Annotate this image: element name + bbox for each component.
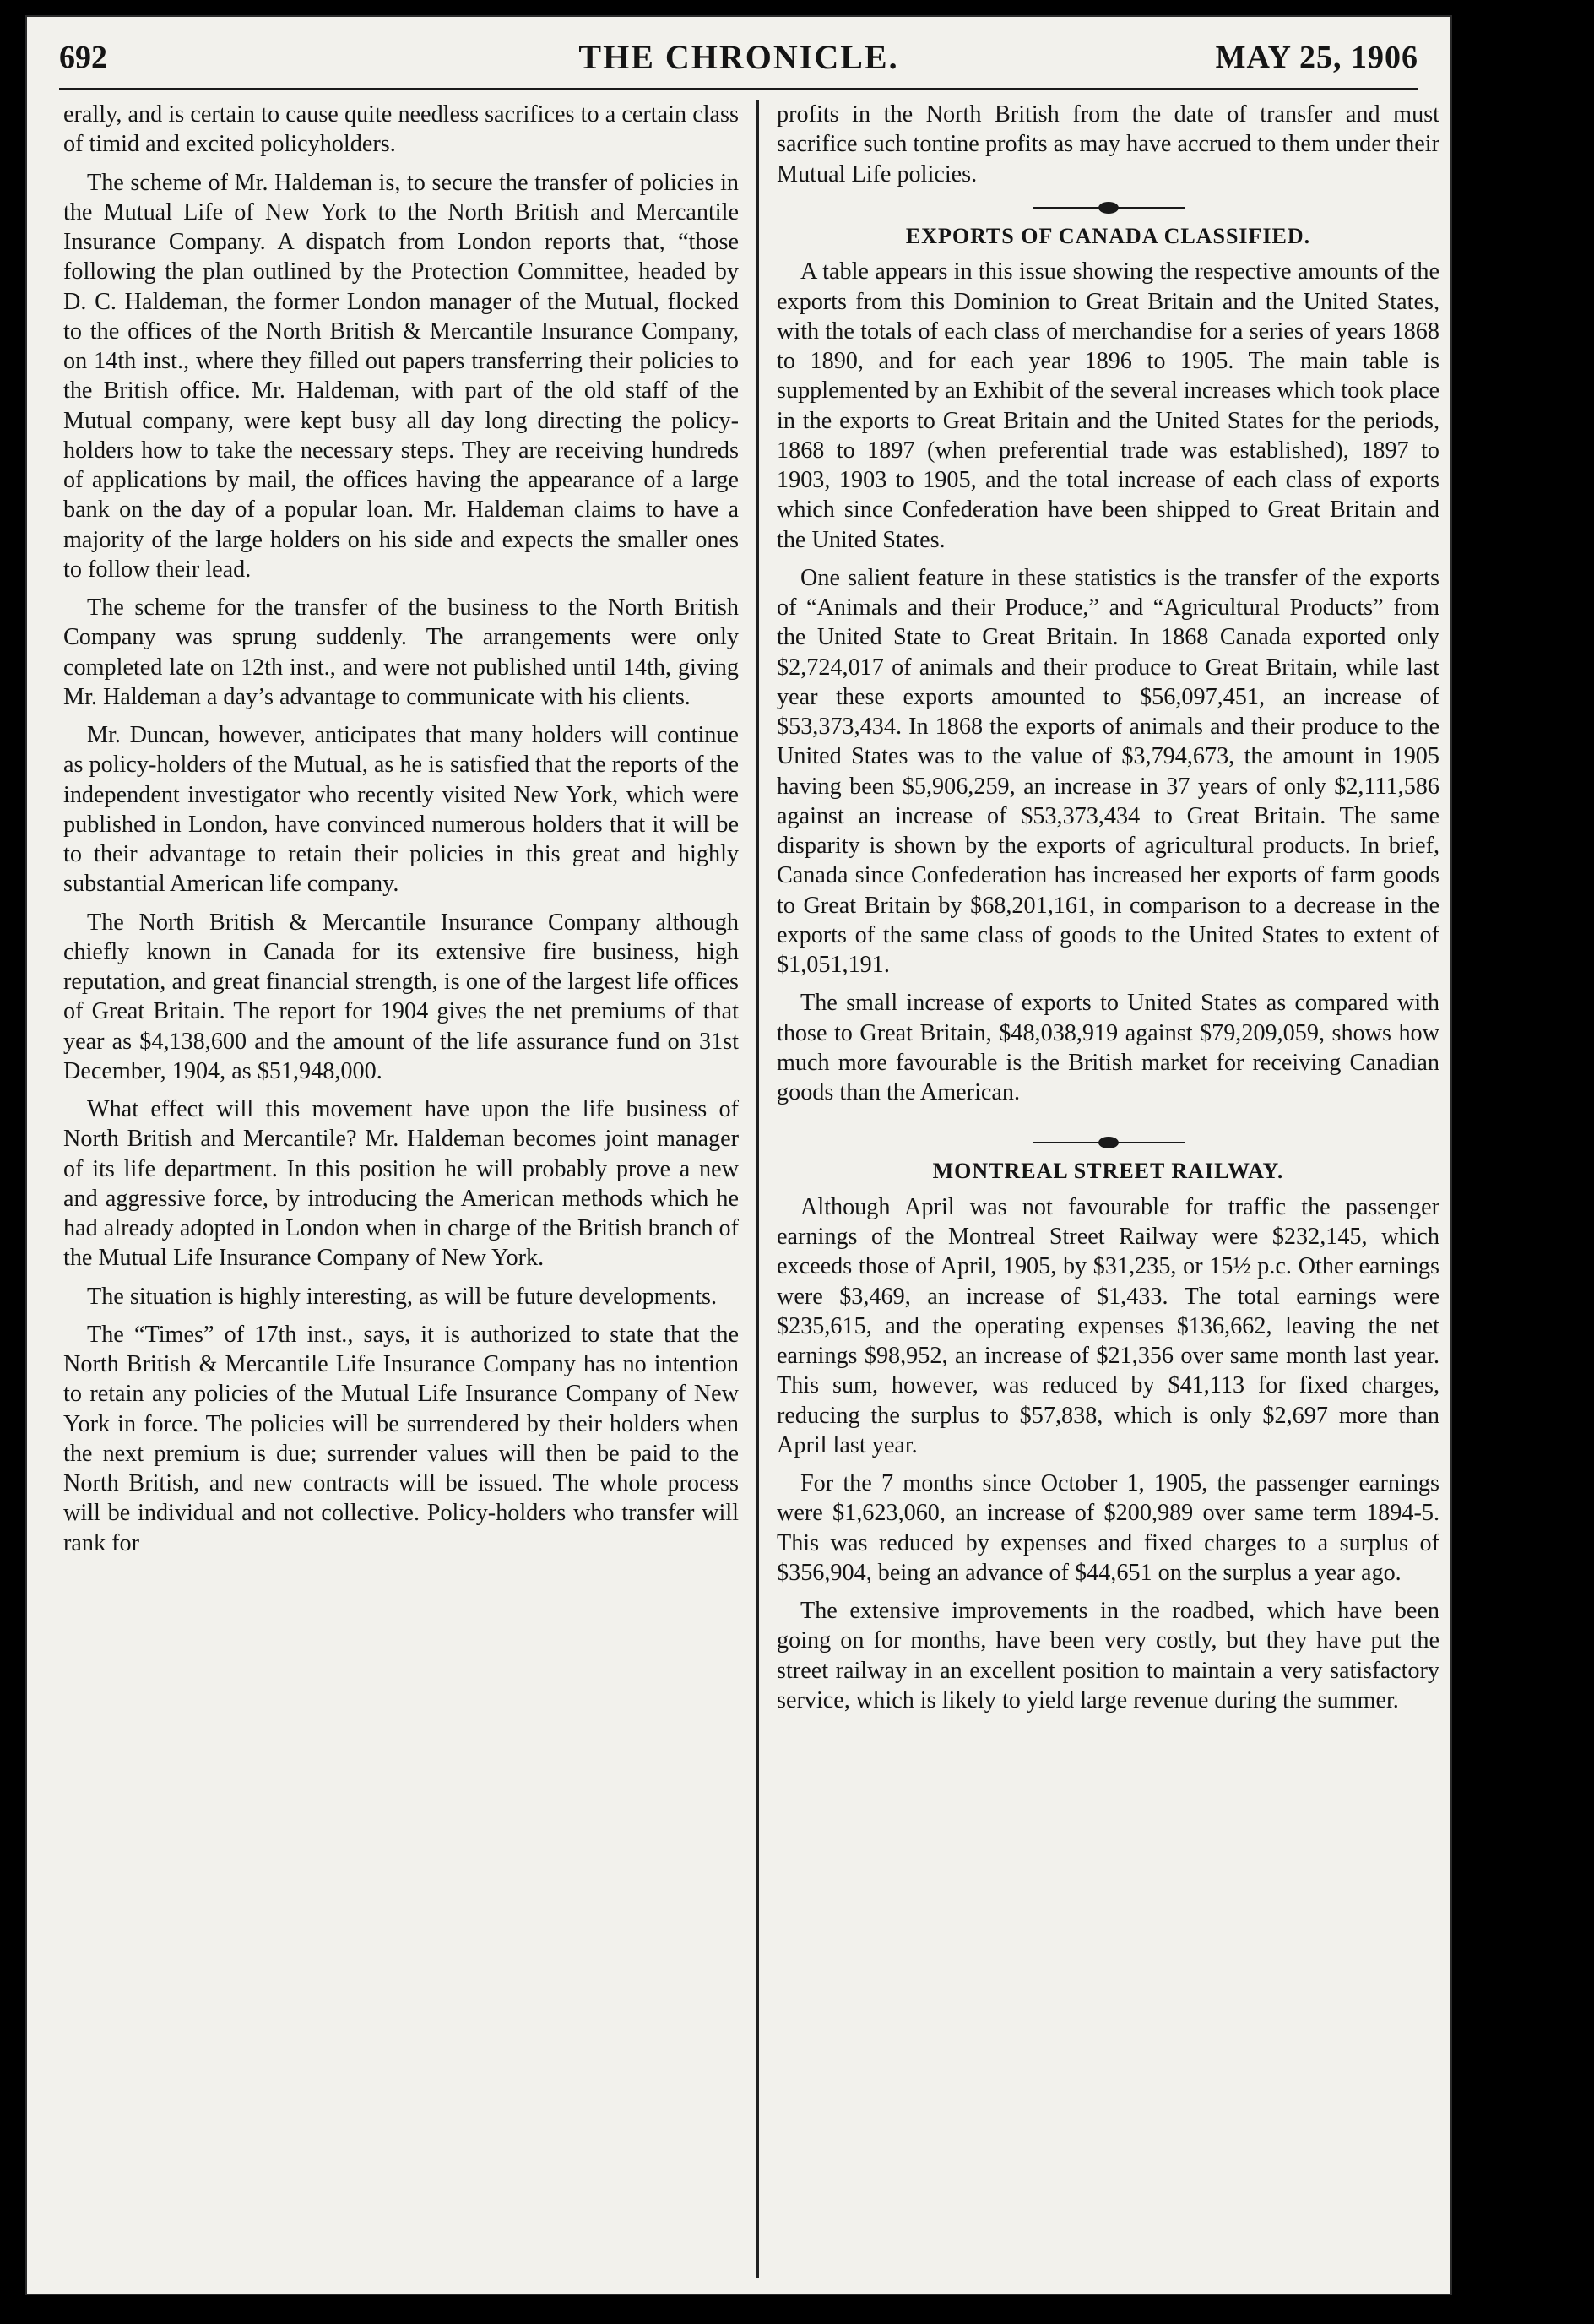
publication-title: THE CHRONICLE. xyxy=(578,38,899,76)
paragraph: The scheme for the transfer of the business to the North British Company was sprung suddenly. The arrangements were only completed late on 12th inst., and were not published until 14th, giving Mr. Haldeman a day’s advantage to communicate with his clients. xyxy=(63,595,739,710)
paragraph: profits in the North British from the date of transfer and must sacrifice such tontine profits as may have accrued to them under their Mutual Life policies. xyxy=(777,101,1439,187)
page-number: 692 xyxy=(59,40,107,75)
left-column xyxy=(63,100,739,2270)
paragraph: Although April was not favourable for traffic the passenger earnings of the Montreal Street Railway were $232,145, which exceeds those of April, 1905, by $31,235, or 15½ p.c. Other earnings were $3,469, an increase of $1,433. The total earnings were $235,615, and the operating expenses $136,662, leaving the net earnings $98,952, an increase of $21,356 over same month last year. This sum, however, was reduced by $41,113 for fixed charges, reducing the surplus to $57,838, which is only $2,697 more than April last year. xyxy=(777,1193,1439,1458)
section-divider-ornament xyxy=(1033,1132,1185,1153)
section-divider-ornament xyxy=(1033,198,1185,218)
right-column xyxy=(777,100,1439,2270)
paragraph: The scheme of Mr. Haldeman is, to secure the transfer of policies in the Mutual Life of New York to the North British and Mercantile Insurance Company. A dispatch from London reports that, “those following the plan outlined by the Protection Committee, headed by D. C. Haldeman, the former London manager of the Mutual, flocked to the offices of the North British & Mercantile Insurance Company, on 14th inst., where they filled out papers transferring their policies to the British office. Mr. Haldeman, with part of the old staff of the Mutual company, were kept busy all day long directing the policy-holders how to take the necessary steps. They are receiving hundreds of applications by mail, the offices having the appearance of a large bank on the day of a popular loan. Mr. Haldeman claims to have a majority of the large holders on his side and expects the smaller ones to follow their lead. xyxy=(63,169,739,583)
paragraph: Mr. Duncan, however, anticipates that many holders will continue as policy-holders of the Mutual, as he is satisfied that the reports of the independent investigator who recently visited New York, which were published in London, have convinced numerous holders that it will be to their advantage to retain their policies in this great and highly substantial American life company. xyxy=(63,722,739,898)
section-heading-exports: EXPORTS OF CANADA CLASSIFIED. xyxy=(905,223,1311,248)
paragraph: The extensive improvements in the roadbed, which have been going on for months, have been very costly, but they have put the street railway in an excellent position to maintain a very satisfactory service, which is likely to yield large revenue during the summer. xyxy=(777,1598,1439,1713)
paragraph: What effect will this movement have upon the life business of North British and Mercantile? Mr. Haldeman becomes joint manager of its life department. In this position he will probably prove a new and aggressive force, by introducing the American methods which he had already adopted in London when in charge of the British branch of the Mutual Life Insurance Company of New York. xyxy=(63,1096,739,1272)
issue-date: MAY 25, 1906 xyxy=(1215,40,1418,75)
paragraph: One salient feature in these statistics is the transfer of the exports of “Animals and their Produce,” and “Agricultural Products” from the United State to Great Britain. In 1868 Canada exported only $2,724,017 of animals and their produce to Great Britain, while last year these exports amounted to $56,097,451, an increase of $53,373,434. In 1868 the exports of animals and their produce to the United States was to the value of $3,794,673, the amount in 1905 having been $5,906,259, an increase in 37 years of only $2,111,586 against an increase of $53,373,434 to Great Britain. The same disparity is shown by the exports of agricultural products. In brief, Canada since Confederation has increased her exports of farm goods to Great Britain by $68,201,161, in comparison to a decrease in the exports of the same class of goods to the United States to extent of $1,051,191. xyxy=(777,564,1439,978)
section-heading-railway: MONTREAL STREET RAILWAY. xyxy=(932,1159,1284,1184)
newspaper-page xyxy=(25,15,1452,2295)
column-rule xyxy=(756,100,759,2278)
paragraph: The situation is highly interesting, as will be future developments. xyxy=(87,1283,718,1310)
paragraph: The small increase of exports to United States as compared with those to Great Britain, $48,038,919 against $79,209,059, shows how much more favourable is the British market for receiving Canadian goods than the American. xyxy=(777,990,1439,1105)
paragraph: For the 7 months since October 1, 1905, the passenger earnings were $1,623,060, an increase of $200,989 over same term 1894-5. This was reduced by expenses and fixed charges to a surplus of $356,904, being an advance of $44,651 on the surplus a year ago. xyxy=(777,1470,1439,1586)
paragraph: erally, and is certain to cause quite needless sacrifices to a certain class of timid and excited policyholders. xyxy=(63,101,739,158)
paragraph: The North British & Mercantile Insurance Company although chiefly known in Canada for its extensive fire business, high reputation, and great financial strength, is one of the largest life offices of Great Britain. The report for 1904 gives the net premiums of that year as $4,138,600 and the amount of the life assurance fund on 31st December, 1904, as $51,948,000. xyxy=(63,909,739,1084)
paragraph: The “Times” of 17th inst., says, it is authorized to state that the North British & Mercantile Life Insurance Company has no intention to retain any policies of the Mutual Life Insurance Company of New York in force. The policies will be surrendered by their holders when the next premium is due; surrender values will then be paid to the North British, and new contracts will be issued. The whole process will be individual and not collective. Policy-holders who transfer will rank for xyxy=(63,1321,739,1556)
paragraph: A table appears in this issue showing the respective amounts of the exports from this Dominion to Great Britain and the United States, with the totals of each class of merchandise for a series of years 1868 to 1890, and for each year 1896 to 1905. The main table is supplemented by an Exhibit of the several increases which took place in the exports to Great Britain and the United States for the periods, 1868 to 1897 (when preferential trade was established), 1897 to 1903, 1903 to 1905, and the total increase of each class of exports which since Confederation have been shipped to Great Britain and the United States. xyxy=(777,258,1439,553)
page-header xyxy=(59,29,1418,90)
